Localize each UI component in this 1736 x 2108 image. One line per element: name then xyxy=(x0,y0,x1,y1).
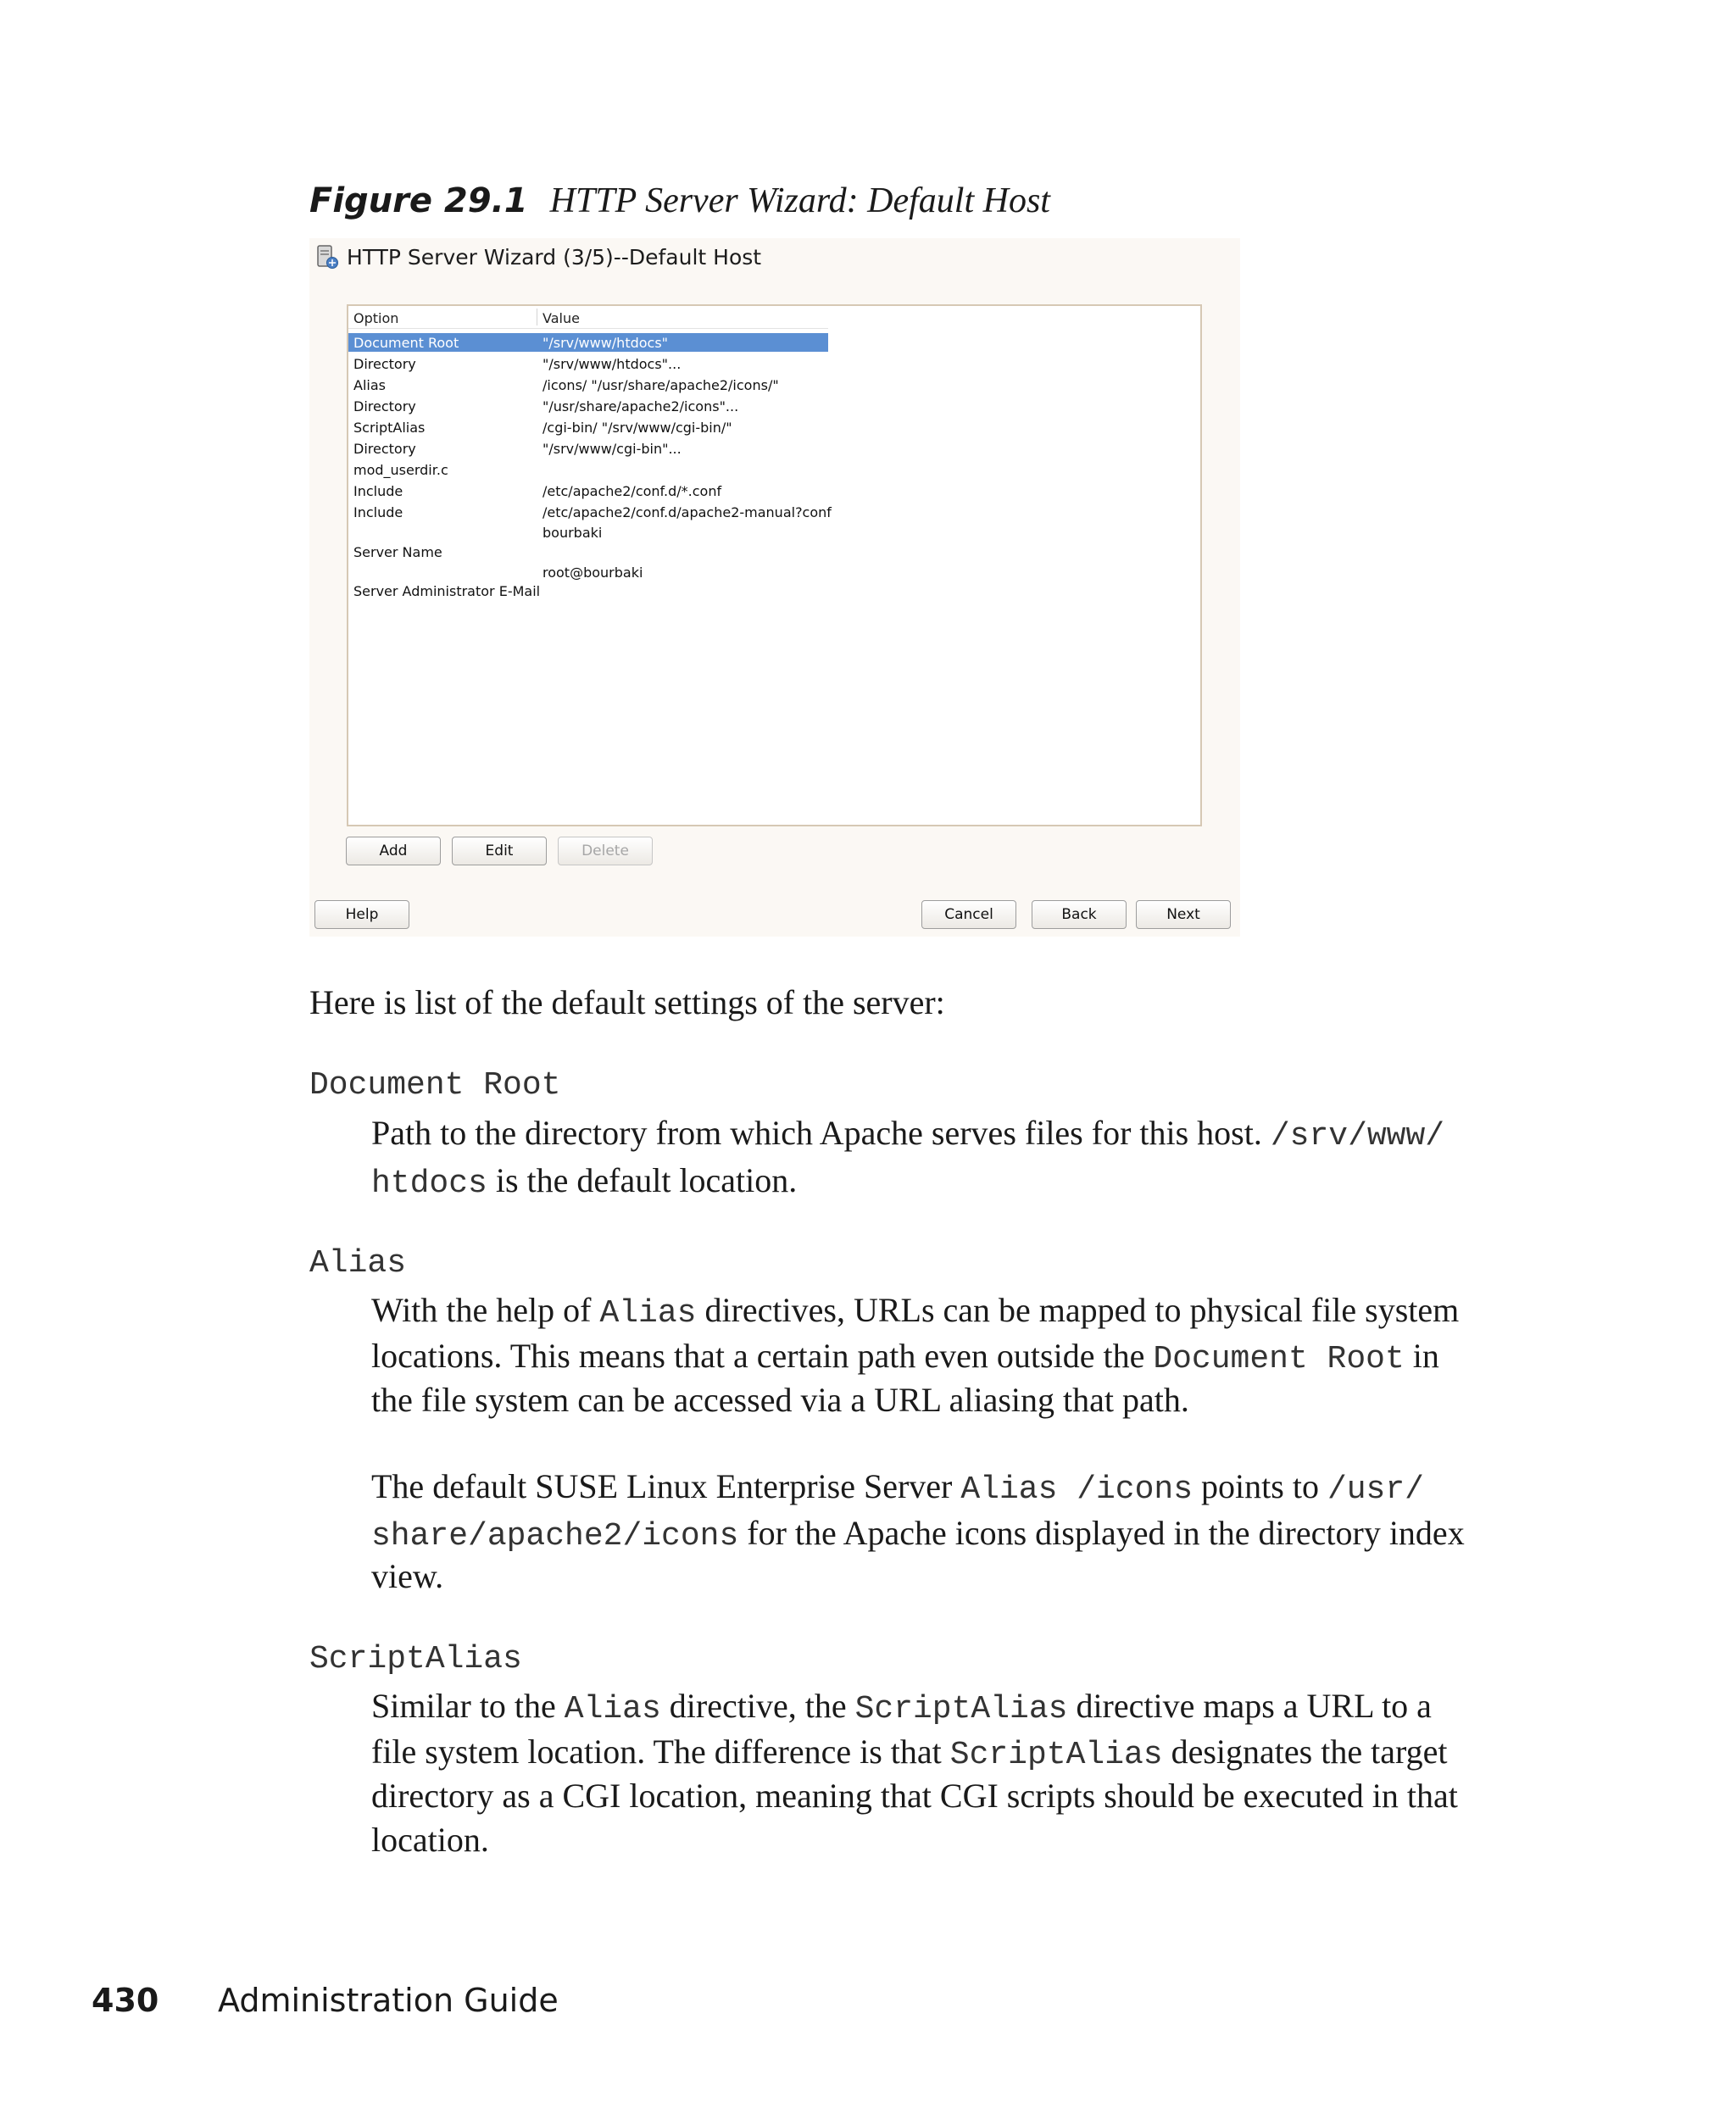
row-value: bourbaki xyxy=(542,525,603,541)
text-run: The default SUSE Linux Enterprise Server xyxy=(371,1467,961,1505)
table-header xyxy=(348,306,828,329)
intro-paragraph: Here is list of the default settings of the server: xyxy=(309,983,945,1021)
delete-button[interactable]: Delete xyxy=(558,837,653,865)
row-value: "/srv/www/htdocs" xyxy=(542,335,669,351)
code-term: Document Root xyxy=(1153,1341,1405,1377)
alias-default-line-2 xyxy=(371,1511,1465,1559)
row-value: /icons/ "/usr/share/apache2/icons/" xyxy=(542,377,779,393)
table-row[interactable] xyxy=(348,481,828,500)
term-scriptalias: ScriptAlias xyxy=(309,1641,522,1677)
alias-line-3: the file system can be accessed via a URL aliasing that path. xyxy=(371,1381,1189,1419)
scriptalias-line-3: directory as a CGI location, meaning that CGI scripts should be executed in that xyxy=(371,1777,1458,1815)
table-row[interactable] xyxy=(348,418,828,437)
row-option: Directory xyxy=(353,398,416,414)
text-run: With the help of xyxy=(371,1291,600,1329)
text-run: file system location. The difference is that xyxy=(371,1733,950,1771)
code-term: Alias xyxy=(599,1295,697,1332)
options-table[interactable] xyxy=(347,304,1202,826)
row-option: Server Administrator E-Mail xyxy=(353,583,541,599)
table-row[interactable] xyxy=(348,503,832,521)
text-run: Path to the directory from which Apache serves files for this host. xyxy=(371,1114,1271,1152)
server-wizard-icon xyxy=(314,244,340,270)
term-alias: Alias xyxy=(309,1245,407,1282)
row-option: Server Name xyxy=(353,544,442,560)
text-run: directives, URLs can be mapped to physical file system xyxy=(696,1291,1460,1329)
row-value: /etc/apache2/conf.d/*.conf xyxy=(542,483,722,499)
code-term: Alias xyxy=(564,1691,661,1727)
text-run: locations. This means that a certain path even outside the xyxy=(371,1337,1154,1375)
text-run: Similar to the xyxy=(371,1687,565,1725)
window-title-bar xyxy=(314,242,761,271)
book-title: Administration Guide xyxy=(218,1982,559,2019)
document-root-line-1 xyxy=(371,1111,1444,1159)
row-value: /etc/apache2/conf.d/apache2-manual?conf xyxy=(542,504,832,520)
row-value: "/srv/www/cgi-bin"... xyxy=(542,441,682,457)
term-document-root: Document Root xyxy=(309,1067,561,1104)
window-title: HTTP Server Wizard (3/5)--Default Host xyxy=(347,244,762,270)
code-term: ScriptAlias xyxy=(949,1737,1163,1773)
row-option: Document Root xyxy=(353,335,459,351)
code-term: ScriptAlias xyxy=(854,1691,1068,1727)
next-button[interactable]: Next xyxy=(1136,900,1231,929)
edit-button[interactable]: Edit xyxy=(452,837,547,865)
scriptalias-line-2 xyxy=(371,1730,1447,1777)
help-button[interactable]: Help xyxy=(314,900,409,929)
row-option: Directory xyxy=(353,356,416,372)
code-path: /usr/ xyxy=(1327,1471,1424,1508)
column-header-option[interactable]: Option xyxy=(353,310,399,326)
row-option: Directory xyxy=(353,441,416,457)
table-row-selected[interactable] xyxy=(348,333,828,352)
row-option: mod_userdir.c xyxy=(353,462,448,478)
page-number: 430 xyxy=(92,1982,159,2019)
http-server-wizard-window xyxy=(309,238,1240,937)
row-value: "/srv/www/htdocs"... xyxy=(542,356,682,372)
row-option: Alias xyxy=(353,377,386,393)
row-option: ScriptAlias xyxy=(353,420,426,436)
row-value: "/usr/share/apache2/icons"... xyxy=(542,398,739,414)
text-run: points to xyxy=(1193,1467,1327,1505)
code-path: /srv/www/ xyxy=(1270,1118,1445,1154)
code-path: share/apache2/icons xyxy=(371,1518,739,1555)
row-value: root@bourbaki xyxy=(542,565,643,581)
code-path: htdocs xyxy=(371,1165,487,1202)
code-term: Alias /icons xyxy=(960,1471,1194,1508)
table-row[interactable] xyxy=(348,354,828,373)
alias-default-line-3: view. xyxy=(371,1557,444,1595)
table-row[interactable] xyxy=(348,460,828,479)
table-row[interactable] xyxy=(348,397,828,415)
text-run: in xyxy=(1404,1337,1439,1375)
add-button[interactable]: Add xyxy=(346,837,441,865)
table-row[interactable] xyxy=(348,563,828,598)
text-run: is the default location. xyxy=(487,1161,798,1199)
figure-title: HTTP Server Wizard: Default Host xyxy=(549,181,1050,220)
text-run: directive, the xyxy=(660,1687,855,1725)
scriptalias-line-1 xyxy=(371,1684,1432,1732)
cancel-button[interactable]: Cancel xyxy=(921,900,1016,929)
text-run: directive maps a URL to a xyxy=(1067,1687,1432,1725)
figure-number: Figure 29.1 xyxy=(309,181,528,220)
back-button[interactable]: Back xyxy=(1032,900,1127,929)
text-run: designates the target xyxy=(1162,1733,1448,1771)
alias-line-2 xyxy=(371,1334,1439,1382)
row-option: Include xyxy=(353,504,403,520)
alias-line-1 xyxy=(371,1288,1459,1336)
figure-caption xyxy=(309,181,1050,221)
row-option: Include xyxy=(353,483,403,499)
table-row[interactable] xyxy=(348,524,828,559)
column-header-value[interactable]: Value xyxy=(542,310,580,326)
row-value: /cgi-bin/ "/srv/www/cgi-bin/" xyxy=(542,420,732,436)
scriptalias-line-4: location. xyxy=(371,1821,489,1859)
document-root-line-2 xyxy=(371,1159,797,1206)
text-run: for the Apache icons displayed in the directory index xyxy=(738,1514,1465,1552)
table-row[interactable] xyxy=(348,439,828,458)
table-row[interactable] xyxy=(348,375,828,394)
alias-default-line-1 xyxy=(371,1465,1424,1512)
